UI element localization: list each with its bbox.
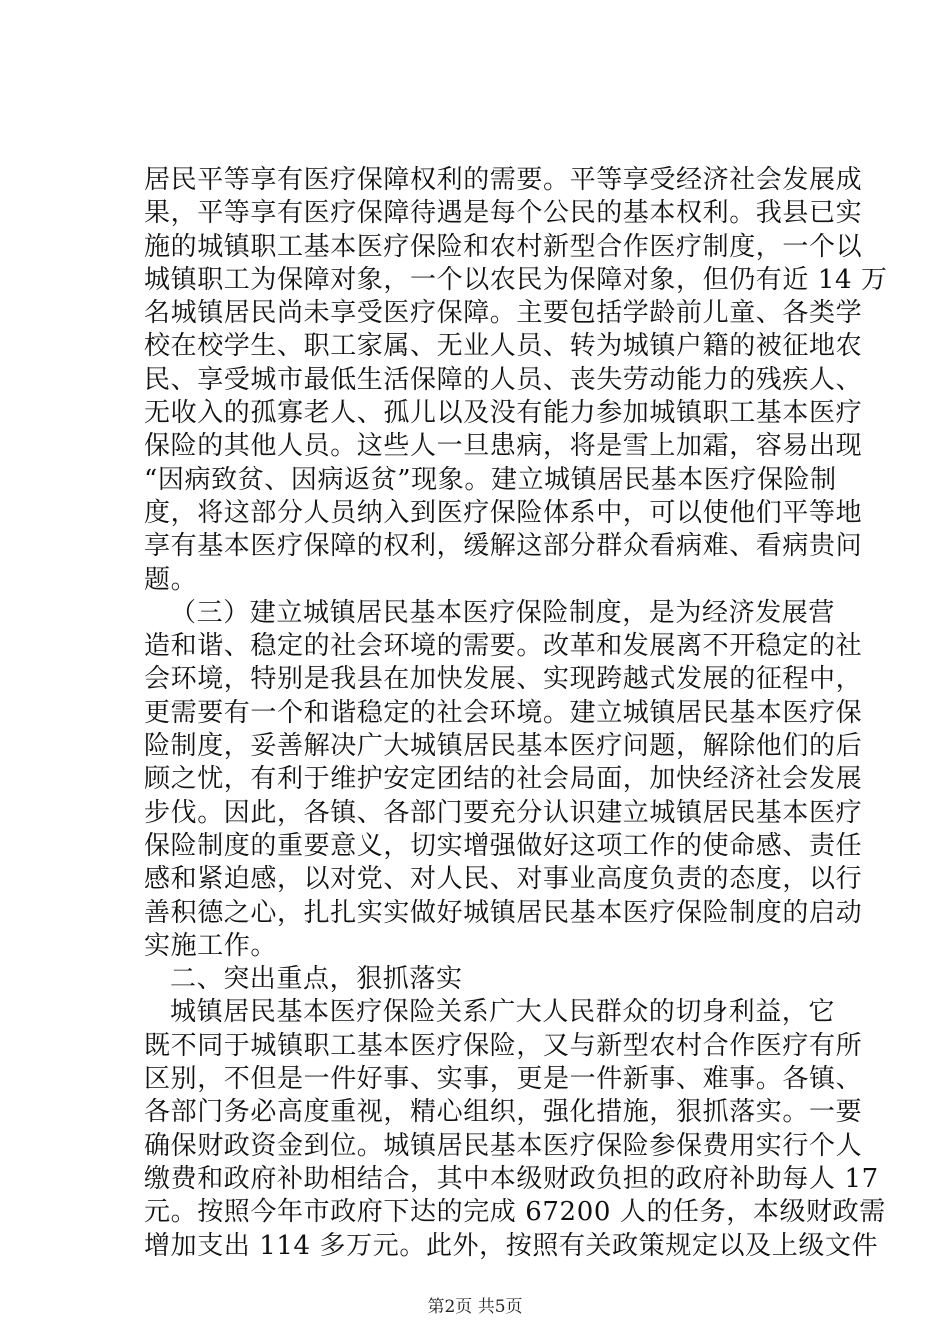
text-line: 既不同于城镇职工基本医疗保险，又与新型农村合作医疗有所 [144, 1030, 863, 1061]
text-line: 各部门务必高度重视，精心组织，强化措施，狠抓落实。一要 [144, 1097, 863, 1128]
text-line: 步伐。因此，各镇、各部门要充分认识建立城镇居民基本医疗 [144, 797, 863, 828]
text-line: “因病致贫、因病返贫”现象。建立城镇居民基本医疗保险制 [144, 464, 837, 495]
text-line: 险制度，妥善解决广大城镇居民基本医疗问题，解除他们的后 [144, 731, 863, 762]
text-line: 城镇居民基本医疗保险关系广大人民群众的切身利益，它 [170, 997, 836, 1028]
text-line: 度，将这部分人员纳入到医疗保险体系中，可以使他们平等地 [144, 497, 863, 528]
page-footer: 第2页 共5页 [427, 1297, 523, 1317]
text-line: 感和紧迫感，以对党、对人民、对事业高度负责的态度，以行 [144, 864, 863, 895]
text-line: 民、享受城市最低生活保障的人员、丧失劳动能力的残疾人、 [144, 364, 863, 395]
text-line: 确保财政资金到位。城镇居民基本医疗保险参保费用实行个人 [144, 1130, 863, 1161]
text-line: 城镇职工为保障对象，一个以农民为保障对象，但仍有近 14 万 [144, 264, 888, 295]
text-line: 善积德之心，扎扎实实做好城镇居民基本医疗保险制度的启动 [144, 897, 863, 928]
text-line: 享有基本医疗保障的权利，缓解这部分群众看病难、看病贵问 [144, 531, 863, 562]
text-line: 校在校学生、职工家属、无业人员、转为城镇户籍的被征地农 [144, 331, 863, 362]
section-heading: 二、突出重点，狠抓落实 [170, 964, 463, 995]
text-line: （三）建立城镇居民基本医疗保险制度，是为经济发展营 [170, 597, 836, 628]
text-line: 造和谐、稳定的社会环境的需要。改革和发展离不开稳定的社 [144, 631, 863, 662]
text-line: 顾之忧，有利于维护安定团结的社会局面，加快经济社会发展 [144, 764, 863, 795]
text-line: 保险制度的重要意义，切实增强做好这项工作的使命感、责任 [144, 830, 863, 861]
text-line: 居民平等享有医疗保障权利的需要。平等享受经济社会发展成 [144, 165, 863, 195]
text-line: 缴费和政府补助相结合，其中本级财政负担的政府补助每人 17 [144, 1163, 879, 1194]
text-line: 无收入的孤寡老人、孤儿以及没有能力参加城镇职工基本医疗 [144, 398, 863, 429]
text-line: 更需要有一个和谐稳定的社会环境。建立城镇居民基本医疗保 [144, 697, 863, 728]
text-line: 施的城镇职工基本医疗保险和农村新型合作医疗制度，一个以 [144, 231, 863, 262]
text-line: 会环境，特别是我县在加快发展、实现跨越式发展的征程中， [144, 664, 863, 695]
text-line: 果，平等享有医疗保障待遇是每个公民的基本权利。我县已实 [144, 198, 863, 229]
document-body [144, 164, 888, 1263]
text-line: 保险的其他人员。这些人一旦患病，将是雪上加霜，容易出现 [144, 431, 863, 462]
text-line: 元。按照今年市政府下达的完成 67200 人的任务，本级财政需 [144, 1197, 886, 1228]
text-line: 名城镇居民尚未享受医疗保障。主要包括学龄前儿童、各类学 [144, 298, 863, 329]
text-line: 增加支出 114 多万元。此外，按照有关政策规定以及上级文件 [144, 1230, 879, 1261]
text-line: 题。 [144, 564, 198, 595]
text-line: 区别，不但是一件好事、实事，更是一件新事、难事。各镇、 [144, 1064, 863, 1095]
text-line: 实施工作。 [144, 930, 278, 961]
